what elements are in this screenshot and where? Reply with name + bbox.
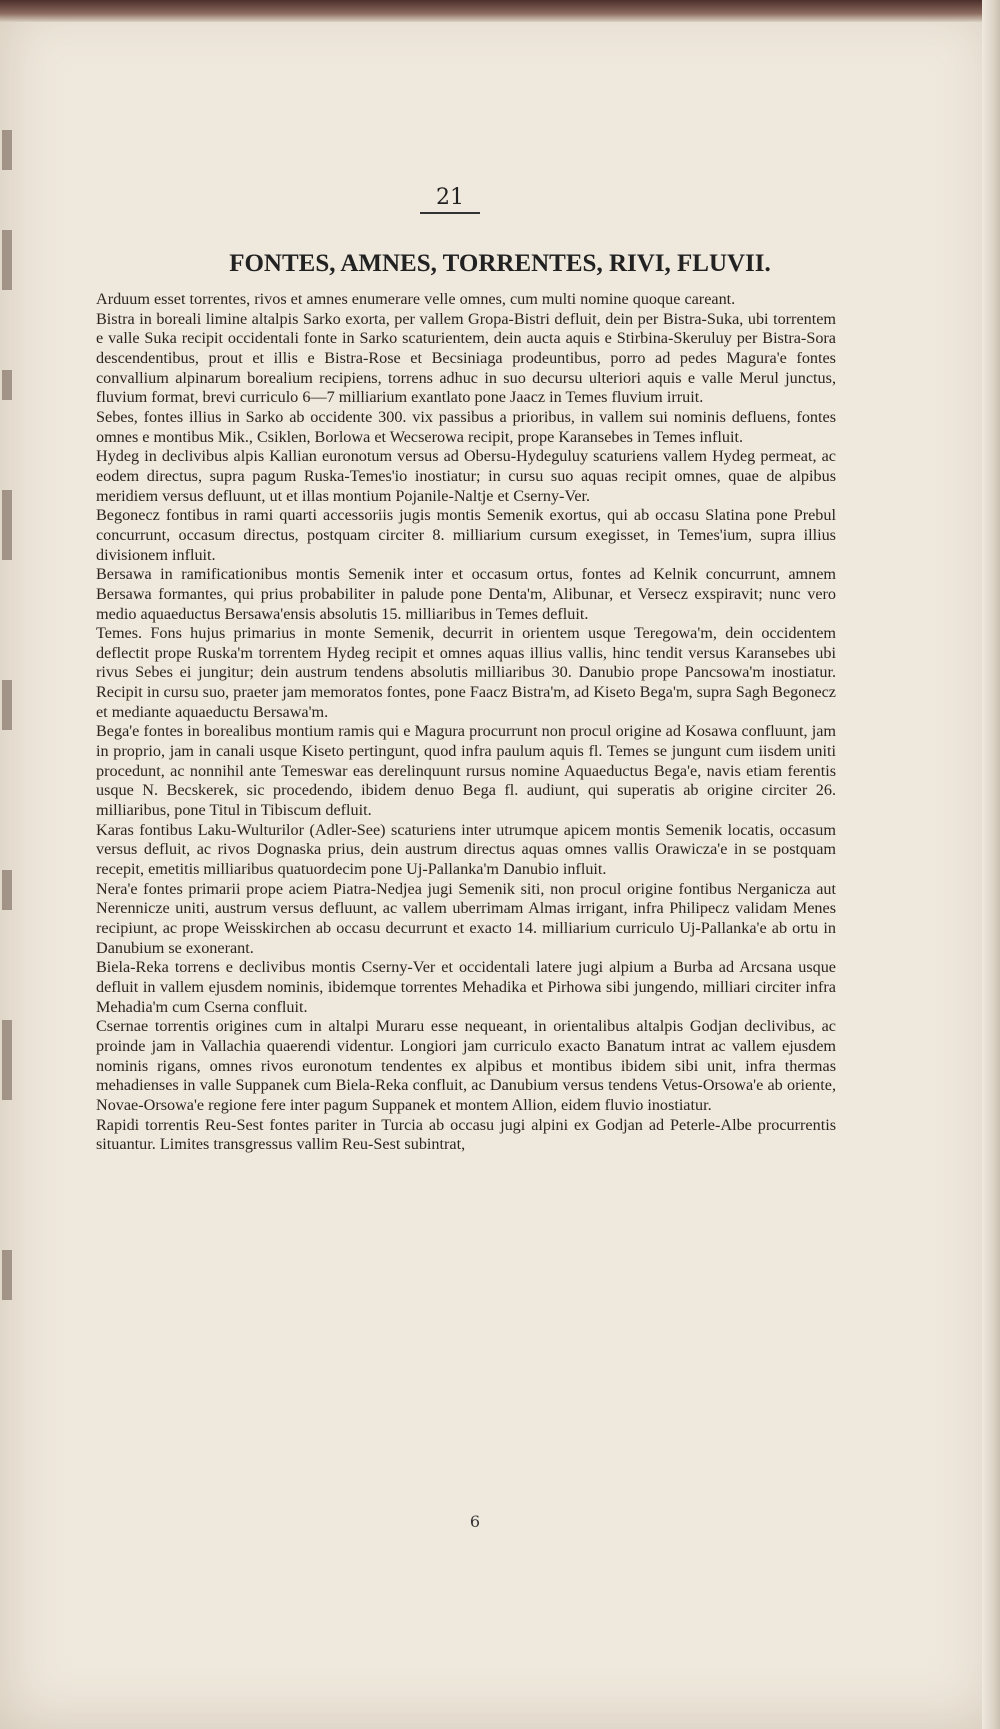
paragraph-nera: Nera'e fontes primarii prope aciem Piatra-Nedjea jugi Semenik siti, non procul origine fontibus Nerganicza aut Nerennicze uniti, austrum versus defluunt, ac vallem uberrimam Almas irrigant, infra Philipecz validam Menes recipiunt, ac prope Weisskirchen ab occasu decurrunt et exacto 14. milliarium curriculo Uj-Pallanka'e ab ortu in Danubium se exonerant. xyxy=(96,879,836,957)
paragraph-karas: Karas fontibus Laku-Wulturilor (Adler-See) scaturiens inter utrumque apicem montis Semenik locatis, occasum versus defluit, ac rivos Dognaska prius, dein austrum directus aquas omnes vallis Orawicza'e in se postquam recepit, emetitis milliaribus quatuordecim pone Uj-Pallanka'm Danubio influit. xyxy=(96,820,836,879)
page-title: FONTES, AMNES, TORRENTES, RIVI, FLUVII. xyxy=(229,250,771,277)
printer-signature: 6 xyxy=(469,1512,481,1531)
page-number: 21 xyxy=(420,185,480,214)
paragraph-reu-sest: Rapidi torrentis Reu-Sest fontes pariter in Turcia ab occasu jugi alpini ex Godjan ad Peterle-Albe procurrentis situantur. Limites transgressus vallim Reu-Sest subintrat, xyxy=(96,1115,836,1154)
paragraph-hydeg: Hydeg in declivibus alpis Kallian euronotum versus ad Obersu-Hydeguluy scaturiens vallem Hydeg permeat, ac eodem directus, supra pagum Ruska-Temes'io inostiatur; in cursu suo aquas recipit omnes, quae de alpibus meridiem versus defluunt, ut et illas montium Pojanile-Naltje et Cserny-Ver. xyxy=(96,447,836,505)
paragraph-bersawa: Bersawa in ramificationibus montis Semenik inter et occasum ortus, fontes ad Kelnik concurrunt, amnem Bersawa formantes, qui prius probabiliter in palude pone Denta'm, Alibunar, et Versecz exspiravit; nunc vero medio aquaeductus Bersawa'ensis absolutis 15. milliaribus in Temes defluit. xyxy=(96,565,836,623)
book-binding-strip xyxy=(0,0,1000,22)
body-text xyxy=(96,290,836,1155)
paragraph-cserna: Csernae torrentis origines cum in altalpi Muraru esse nequeant, in orientalibus altalpis Godjan declivibus, ac proinde jam in Vallachia quaerendi videntur. Longiori jam curriculo exacto Banatum intrat ac vallem ejusdem nominis rigans, omnes rivos euronotum tendentes ex alpibus et montibus ibidem sibi unit, infra thermas mehadienses in valle Suppanek cum Biela-Reka confluit, ac Danubium versus tendens Vetus-Orsowa'e ab oriente, Novae-Orsowa'e regione fere inter pagum Suppanek et montem Allion, eidem fluvio inostiatur. xyxy=(96,1017,836,1114)
page-edge-shadow xyxy=(982,0,1000,1729)
paragraph-temes: Temes. Fons hujus primarius in monte Semenik, decurrit in orientem usque Teregowa'm, dein occidentem deflectit prope Ruska'm torrentem Hydeg recipit et omnes aquas illius vallis, hinc tendit versus Karansebes ubi rivus Sebes ei jungitur; dein austrum tendens absolutis milliaribus 30. Danubio prope Pancsowa'm inostiatur. Recipit in cursu suo, praeter jam memoratos fontes, pone Faacz Bistra'm, ad Kiseto Bega'm, supra Sagh Begonecz et mediante aquaeductu Bersawa'm. xyxy=(96,624,836,721)
paragraph-bega: Bega'e fontes in borealibus montium ramis qui e Magura procurrunt non procul origine ad Kosawa confluunt, jam in proprio, jam in canali usque Kiseto pertingunt, quod infra paulum aquis fl. Temes se jungunt cum iisdem uniti procedunt, ac nonnihil ante Temeswar eas derelinquunt rursus nomine Aquaeductus Bega'e, navis etiam ferentis usque N. Becskerek, sic procedendo, ibidem denuo Bega fl. audiunt, qui superatis ab origine circiter 26. milliaribus, pone Titul in Tibiscum defluit. xyxy=(96,722,836,820)
paragraph-begonecz: Begonecz fontibus in rami quarti accessoriis jugis montis Semenik exortus, qui ab occasu Slatina pone Prebul concurrunt, occasum directus, postquam circiter 8. milliarium cursum exegisset, in Temes'ium, supra illius divisionem influit. xyxy=(96,506,836,564)
binding-bleed xyxy=(0,130,14,1480)
paragraph-bistra: Bistra in boreali limine altalpis Sarko exorta, per vallem Gropa-Bistri defluit, dein per Bistra-Suka, ubi torrentem e valle Suka recipit occidentali fonte in Sarko scaturientem, dein aucta aquis e Stirbina-Skeruluy per Bistra-Sora descendentibus, prout et illis e Bistra-Rose et Becsiniaga prodeuntibus, porro ad pedes Magura'e fontes convallium alpinarum borealium recipiens, torrens adhuc in suo decursu ulteriori aquis e valle Merul junctus, fluvium format, brevi curriculo 6—7 milliarium exantlato pone Jaacz in Temes fluvium irruit. xyxy=(96,309,836,407)
paragraph-biela-reka: Biela-Reka torrens e declivibus montis Cserny-Ver et occidentali latere jugi alpium a Burba ad Arcsana usque defluit in vallem ejusdem nominis, ibidemque torrentes Mehadika et Pirhowa sibi jungendo, milliari circiter infra Mehadia'm cum Cserna confluit. xyxy=(96,958,836,1016)
paragraph-intro: Arduum esset torrentes, rivos et amnes enumerare velle omnes, cum multi nomine quoque careant. xyxy=(96,290,736,308)
paragraph-sebes: Sebes, fontes illius in Sarko ab occidente 300. vix passibus a prioribus, in vallem sui nominis defluens, fontes omnes e montibus Mik., Csiklen, Borlowa et Wecserowa recipit, prope Karansebes in Temes influit. xyxy=(96,407,836,446)
